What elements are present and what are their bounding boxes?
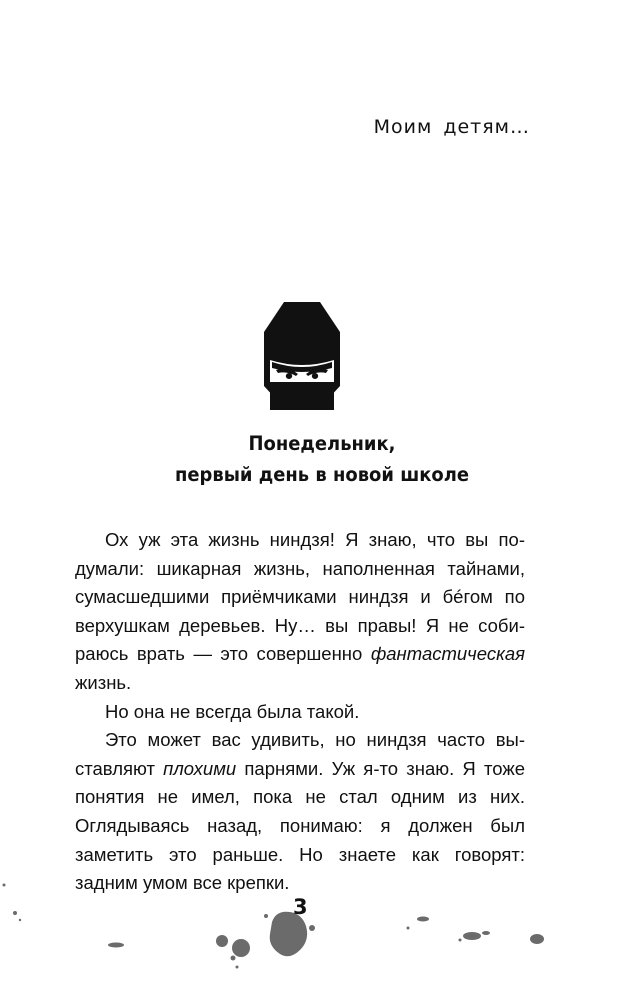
chapter-title xyxy=(26,428,618,490)
emphasis-text: плохими xyxy=(163,757,237,779)
text-line: Это может вас удивить, но ниндзя часто вы- xyxy=(105,729,525,751)
paragraph-2 xyxy=(75,698,525,727)
emphasis-text: фантастическая xyxy=(370,643,525,665)
text-line: верхушкам деревьев. Ну… вы правы! Я не соби- xyxy=(75,614,525,636)
text-line: Оглядываясь назад, понимаю: я должен был xyxy=(75,814,525,836)
page-number: 3 xyxy=(293,895,308,919)
text-line: заметить это раньше. Но знаете как говорят: xyxy=(75,843,525,865)
dedication: Моим детям… xyxy=(373,116,530,138)
text-segment: парнями. Уж я-то знаю. Я тоже xyxy=(236,757,526,779)
text-line: сумасшедшими приёмчиками ниндзя и бéгом по xyxy=(75,586,525,608)
text-segment: раюсь врать — это совершенно xyxy=(75,643,371,665)
text-line: думали: шикарная жизнь, наполненная тайнами, xyxy=(75,557,525,579)
text-line: Но она не всегда была такой. xyxy=(105,700,360,722)
body-text xyxy=(75,526,525,898)
text-line xyxy=(75,755,525,784)
chapter-title-line-2: первый день в новой школе xyxy=(174,463,470,486)
ink-splatter xyxy=(0,870,644,1000)
ninja-head-icon xyxy=(262,300,342,412)
paragraph-1 xyxy=(75,526,525,698)
text-line xyxy=(75,640,525,669)
text-line: жизнь. xyxy=(75,671,132,693)
text-line: понятия не имел, пока не стал одним из них. xyxy=(75,786,525,808)
chapter-title-line-1: Понедельник, xyxy=(248,432,396,455)
text-line: задним умом все крепки. xyxy=(75,872,290,894)
text-line: Ох уж эта жизнь ниндзя! Я знаю, что вы по- xyxy=(105,529,525,550)
text-segment: ставляют xyxy=(75,757,164,779)
